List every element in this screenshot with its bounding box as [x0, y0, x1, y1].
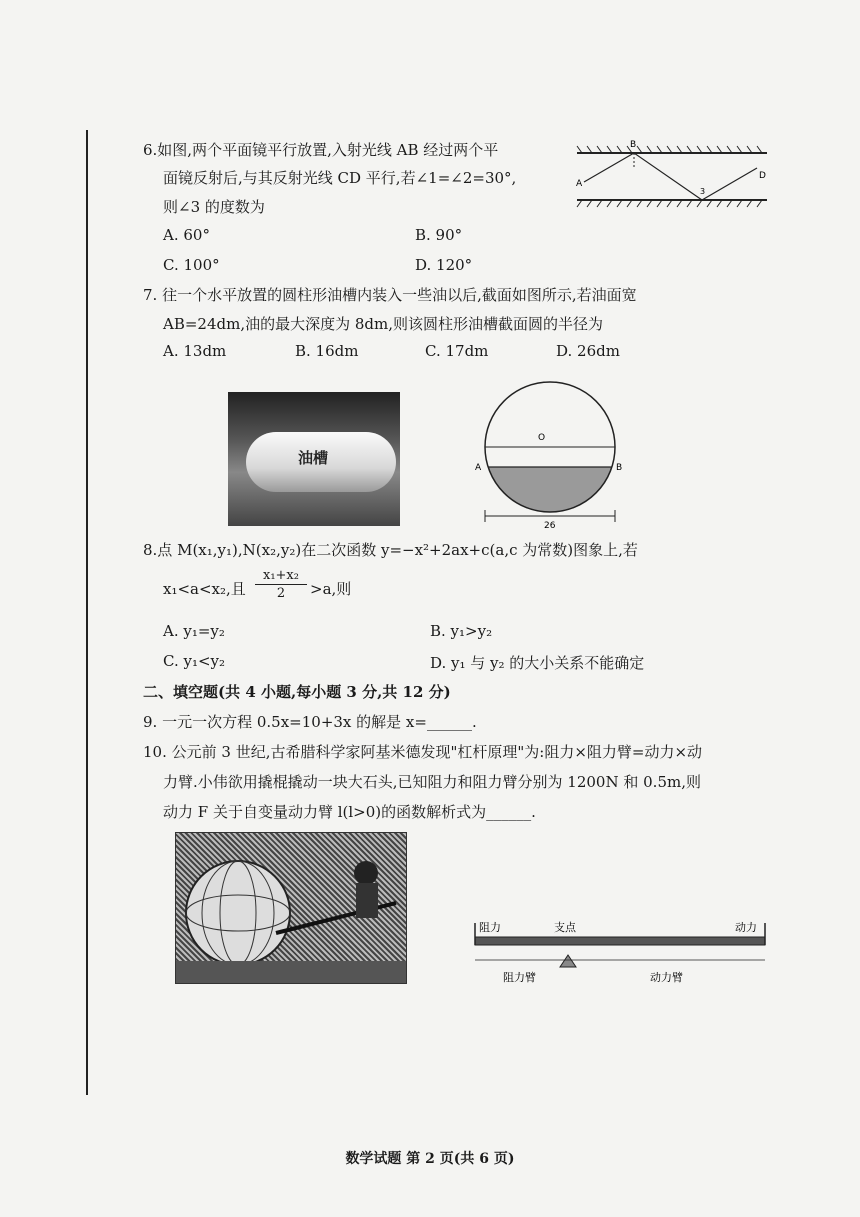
q9-text: 9. 一元一次方程 0.5x=10+3x 的解是 x=______. — [143, 713, 477, 731]
q7-line2: AB=24dm,油的最大深度为 8dm,则该圆柱形油槽截面圆的半径为 — [163, 315, 604, 333]
q7-option-a: A. 13dm — [163, 342, 227, 360]
q6-option-c: C. 100° — [163, 256, 220, 274]
q10-line1: 10. 公元前 3 世纪,古希腊科学家阿基米德发现"杠杆原理"为:阻力×阻力臂=动力×动 — [143, 743, 703, 761]
q8-fraction-numerator: x₁+x₂ — [255, 567, 307, 585]
cross-section-label-a: A — [475, 463, 482, 473]
archimedes-engraving — [175, 832, 407, 984]
q6-line2: 面镜反射后,与其反射光线 CD 平行,若∠1=∠2=30°, — [163, 169, 517, 187]
section2-heading: 二、填空题(共 4 小题,每小题 3 分,共 12 分) — [143, 683, 451, 701]
mirror-diagram — [572, 138, 772, 218]
oil-tank-photo — [228, 392, 400, 526]
mirror-label-b: B — [630, 140, 637, 150]
q8-option-c: C. y₁<y₂ — [163, 652, 226, 670]
q6-line1: 6.如图,两个平面镜平行放置,入射光线 AB 经过两个平 — [143, 141, 499, 159]
q6-option-b: B. 90° — [415, 226, 463, 244]
q8-option-b: B. y₁>y₂ — [430, 622, 493, 640]
q6-option-a: A. 60° — [163, 226, 210, 244]
q7-line1: 7. 往一个水平放置的圆柱形油槽内装入一些油以后,截面如图所示,若油面宽 — [143, 286, 637, 304]
cross-section-label-b: B — [616, 463, 623, 473]
lever-diagram — [470, 915, 770, 985]
page-footer: 数学试题 第 2 页(共 6 页) — [345, 1151, 515, 1167]
binding-margin-line — [86, 130, 88, 1095]
mirror-angle-3: 3 — [700, 187, 706, 196]
q8-fraction-denominator: 2 — [276, 586, 286, 601]
cross-section-label-o: O — [538, 433, 546, 443]
lever-label-resist: 阻力 — [479, 921, 501, 934]
q8-fraction — [255, 567, 307, 602]
mirror-label-a: A — [576, 179, 583, 189]
oil-tank-cross-section — [470, 372, 630, 532]
q6-line3: 则∠3 的度数为 — [163, 198, 265, 216]
q8-option-d: D. y₁ 与 y₂ 的大小关系不能确定 — [430, 654, 645, 672]
q7-option-b: B. 16dm — [295, 342, 359, 360]
q10-line3: 动力 F 关于自变量动力臂 l(l>0)的函数解析式为______. — [163, 803, 536, 821]
q8-line2-b: >a,则 — [310, 580, 352, 598]
q8-line1: 8.点 M(x₁,y₁),N(x₂,y₂)在二次函数 y=−x²+2ax+c(a,c 为常数)图象上,若 — [143, 541, 638, 559]
q8-option-a: A. y₁=y₂ — [163, 622, 225, 640]
mirror-label-d: D — [759, 171, 766, 181]
q10-line2: 力臂.小伟欲用撬棍撬动一块大石头,已知阻力和阻力臂分别为 1200N 和 0.5m,则 — [163, 773, 701, 791]
lever-label-power-arm: 动力臂 — [650, 971, 683, 984]
q8-line2-a: x₁<a<x₂,且 — [163, 580, 246, 598]
cross-section-width: 26 — [544, 521, 556, 531]
oil-tank-label: 油槽 — [298, 449, 329, 467]
q6-option-d: D. 120° — [415, 256, 473, 274]
lever-label-resist-arm: 阻力臂 — [503, 971, 536, 984]
q7-option-c: C. 17dm — [425, 342, 489, 360]
lever-label-fulcrum: 支点 — [554, 921, 576, 934]
lever-label-power: 动力 — [735, 921, 757, 934]
q7-option-d: D. 26dm — [556, 342, 620, 360]
